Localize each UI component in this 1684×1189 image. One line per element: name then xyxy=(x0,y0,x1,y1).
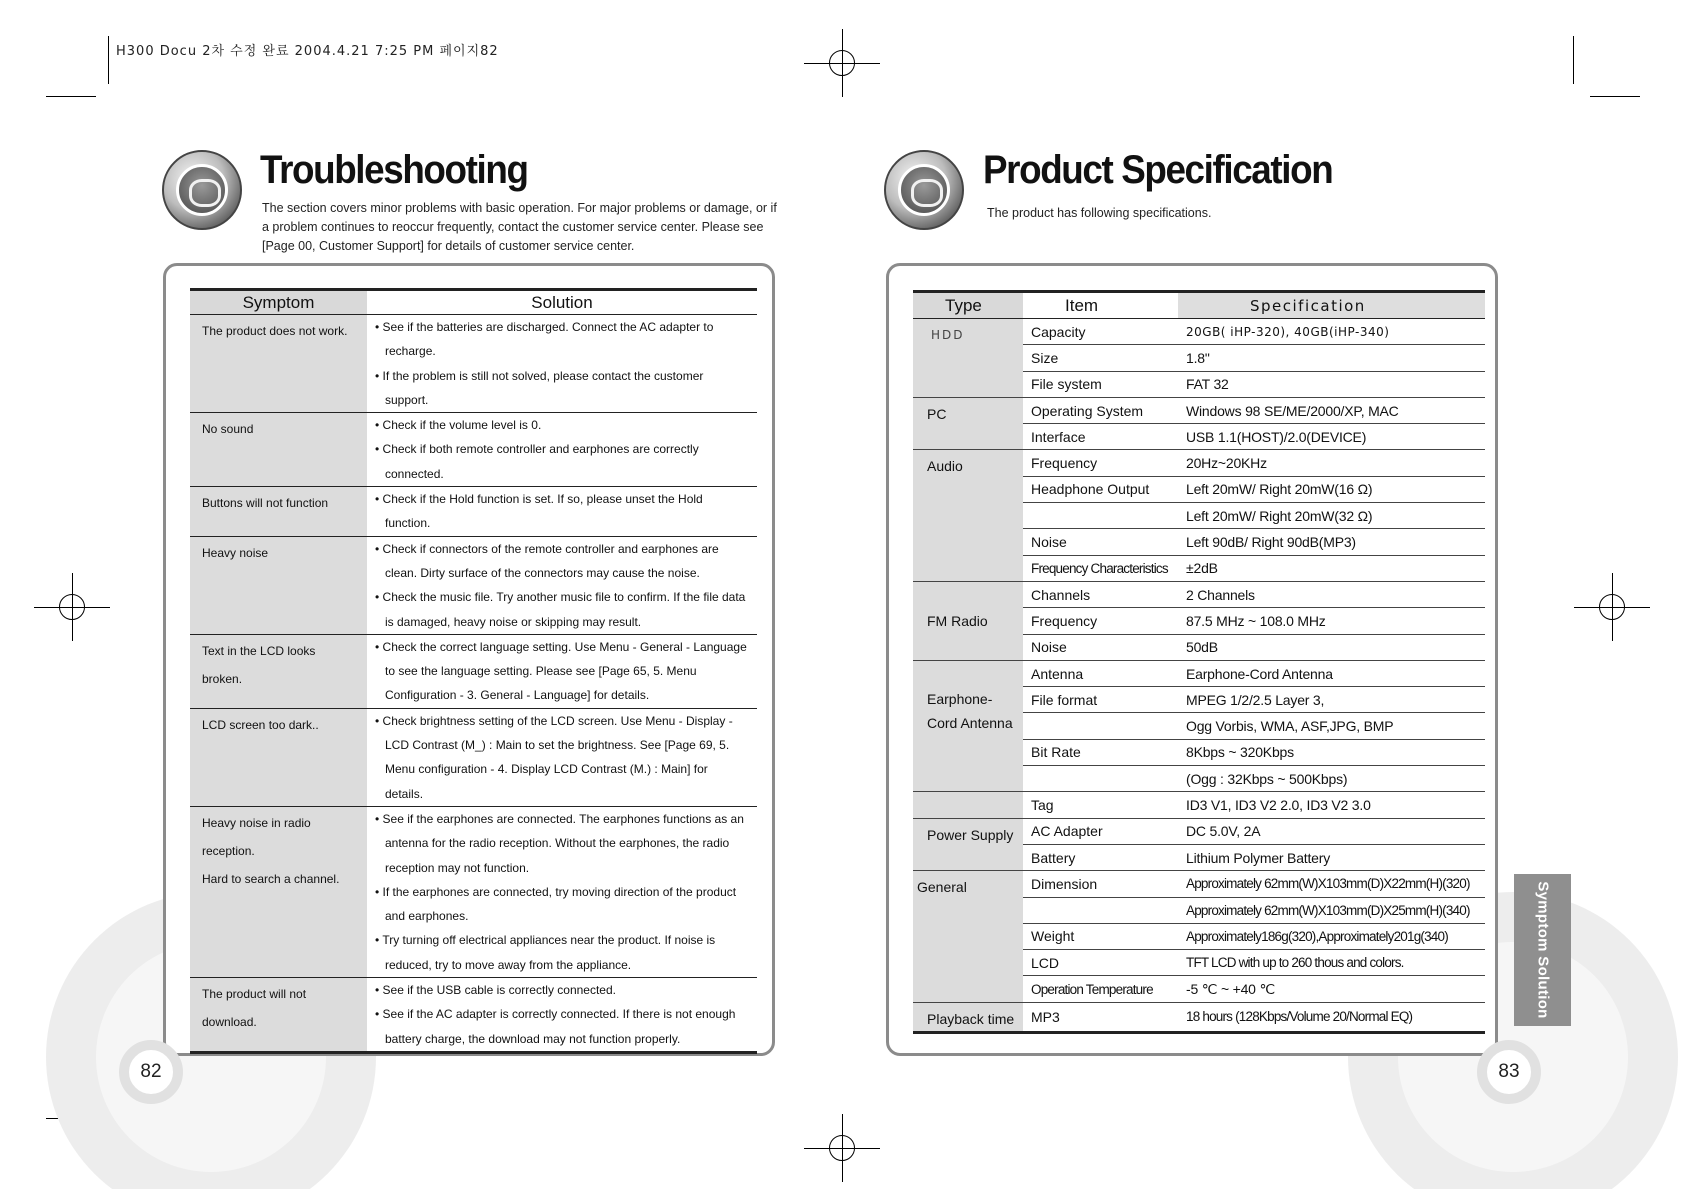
symptom-text: No sound xyxy=(202,422,254,437)
spec-value-cell: Approximately 62mm(W)X103mm(D)X22mm(H)(320) xyxy=(1178,871,1485,897)
registration-mark xyxy=(829,1135,855,1161)
crop-mark xyxy=(1573,36,1574,84)
column-header-solution: Solution xyxy=(367,290,757,315)
symptom-text: LCD screen too dark.. xyxy=(202,717,319,732)
spec-item-cell: Antenna xyxy=(1023,660,1178,686)
spec-value-cell: USB 1.1(HOST)/2.0(DEVICE) xyxy=(1178,424,1485,450)
table-row xyxy=(190,487,757,537)
solution-cell xyxy=(367,413,757,487)
registration-mark xyxy=(59,594,85,620)
troubleshooting-table xyxy=(190,288,757,1054)
spec-item-cell: Frequency xyxy=(1023,608,1178,634)
side-tab xyxy=(1514,874,1571,1026)
spec-item-cell xyxy=(1023,766,1178,792)
spec-value-cell: 20Hz~20KHz xyxy=(1178,450,1485,476)
symptom-cell xyxy=(190,708,367,806)
spec-item-cell: Tag xyxy=(1023,792,1178,818)
column-header-item: Item xyxy=(1023,292,1178,319)
symptom-text: The product does not work. xyxy=(202,324,348,338)
column-header-type: Type xyxy=(913,292,1023,319)
crop-mark xyxy=(108,36,109,84)
solution-cell xyxy=(367,536,757,634)
solution-line: • See if the USB cable is correctly connected. xyxy=(375,983,616,998)
spec-item-cell: AC Adapter xyxy=(1023,818,1178,844)
symptom-text: Text in the LCD looks broken. xyxy=(202,643,316,686)
solution-line: • Check if the Hold function is set. If so, please unset the Hold function. xyxy=(375,492,703,531)
spec-value-cell: Earphone-Cord Antenna xyxy=(1178,660,1485,686)
spec-value-cell: ID3 V1, ID3 V2 2.0, ID3 V2 3.0 xyxy=(1178,792,1485,818)
spec-item-cell: Operating System xyxy=(1023,397,1178,423)
symptom-text: The product will not download. xyxy=(202,987,307,1030)
column-header-specification: Specification xyxy=(1178,292,1485,319)
table-row xyxy=(190,634,757,708)
solution-line: • See if the AC adapter is correctly connected. If there is not enough battery charge, the download may not function properly. xyxy=(375,1007,736,1046)
spec-type-cell: FM Radio xyxy=(913,581,1023,660)
symptom-cell xyxy=(190,536,367,634)
spec-row xyxy=(913,319,1485,345)
spec-type-cell: Power Supply xyxy=(913,818,1023,871)
crop-mark xyxy=(1590,96,1640,97)
symptom-text: Heavy noise in radio reception. Hard to search a channel. xyxy=(202,815,340,886)
symptom-cell xyxy=(190,634,367,708)
spec-value-cell: TFT LCD with up to 260 thous and colors. xyxy=(1178,950,1485,976)
spec-type-cell: Earphone- Cord Antenna xyxy=(913,660,1023,791)
registration-mark xyxy=(829,50,855,76)
spec-item-cell xyxy=(1023,503,1178,529)
spec-item-cell: File system xyxy=(1023,371,1178,397)
symptom-cell xyxy=(190,978,367,1053)
spec-item-cell: Operation Temperature xyxy=(1023,976,1178,1002)
column-header-symptom: Symptom xyxy=(190,290,367,315)
section-emblem-icon xyxy=(884,150,964,230)
page-title: Product Specification xyxy=(983,148,1333,192)
spec-value-cell: -5 ℃ ~ +40 ℃ xyxy=(1178,976,1485,1002)
spec-value-cell: ±2dB xyxy=(1178,555,1485,581)
solution-line: • Try turning off electrical appliances near the product. If noise is reduced, try to move away from the appliance. xyxy=(375,933,716,972)
page-intro: The section covers minor problems with basic operation. For major problems or damage, or if a problem continues to reoccur frequently, contact the customer service center. Please see [Page 00, Customer Support] for details of customer service center. xyxy=(262,201,777,253)
solution-line: • Check the correct language setting. Use Menu - General - Language to see the language setting. Please see [Page 65, 5. Menu Configuration - 3. General - Language] for details. xyxy=(375,639,747,703)
spec-item-cell xyxy=(1023,713,1178,739)
spec-value-cell: Approximately186g(320),Approximately201g(340) xyxy=(1178,923,1485,949)
solution-line: • If the problem is still not solved, please contact the customer support. xyxy=(375,368,704,407)
solution-cell xyxy=(367,708,757,806)
spec-item-cell: Capacity xyxy=(1023,319,1178,345)
spec-row xyxy=(913,1002,1485,1032)
spec-item-cell: Headphone Output xyxy=(1023,476,1178,502)
solution-line: • Check if the volume level is 0. xyxy=(375,418,542,433)
solution-cell xyxy=(367,487,757,537)
crop-mark xyxy=(46,96,96,97)
spec-item-cell: Weight xyxy=(1023,923,1178,949)
symptom-text: Buttons will not function xyxy=(202,496,329,511)
solution-cell xyxy=(367,978,757,1053)
table-row xyxy=(190,806,757,977)
symptom-cell xyxy=(190,315,367,413)
page-number: 82 xyxy=(119,1040,183,1104)
solution-line: • See if the earphones are connected. The earphones functions as an antenna for the radio reception. Without the earphones, the radio reception may not function. xyxy=(375,811,744,875)
spec-value-cell: DC 5.0V, 2A xyxy=(1178,818,1485,844)
solution-line: • Check if connectors of the remote controller and earphones are clean. Dirty surface of the connectors may cause the noise. xyxy=(375,541,719,580)
table-row xyxy=(190,315,757,413)
spec-value-cell: FAT 32 xyxy=(1178,371,1485,397)
symptom-cell xyxy=(190,413,367,487)
spec-type-cell: PC xyxy=(913,397,1023,450)
solution-line: • Check brightness setting of the LCD screen. Use Menu - Display - LCD Contrast (M_) : Main to set the brightness. See [Page 69, 5. Menu configuration - 4. Display LCD Contrast (M.) : Main] for details. xyxy=(375,713,733,801)
symptom-cell xyxy=(190,806,367,977)
table-row xyxy=(190,413,757,487)
page-intro: The product has following specifications. xyxy=(987,206,1212,220)
spec-value-cell: Approximately 62mm(W)X103mm(D)X25mm(H)(340) xyxy=(1178,897,1485,923)
registration-mark xyxy=(1599,594,1625,620)
spec-value-cell: 2 Channels xyxy=(1178,581,1485,607)
spec-value-cell: Windows 98 SE/ME/2000/XP, MAC xyxy=(1178,397,1485,423)
solution-cell xyxy=(367,634,757,708)
spec-row xyxy=(913,450,1485,476)
spec-value-cell: 87.5 MHz ~ 108.0 MHz xyxy=(1178,608,1485,634)
spec-item-cell: File format xyxy=(1023,687,1178,713)
spec-value-cell: 20GB( iHP-320), 40GB(iHP-340) xyxy=(1178,319,1485,345)
solution-line: • Check if both remote controller and earphones are correctly connected. xyxy=(375,442,699,481)
spec-value-cell: Left 20mW/ Right 20mW(16 Ω) xyxy=(1178,476,1485,502)
page-title: Troubleshooting xyxy=(260,148,528,192)
spec-item-cell: MP3 xyxy=(1023,1002,1178,1032)
solution-line: • See if the batteries are discharged. Connect the AC adapter to recharge. xyxy=(375,320,714,359)
table-row xyxy=(190,708,757,806)
spec-value-cell: 8Kbps ~ 320Kbps xyxy=(1178,739,1485,765)
solution-line: • If the earphones are connected, try moving direction of the product and earphones. xyxy=(375,884,737,924)
table-row xyxy=(190,536,757,634)
spec-type-cell: Audio xyxy=(913,450,1023,581)
spec-row xyxy=(913,397,1485,423)
spec-row xyxy=(913,792,1485,818)
table-row xyxy=(190,978,757,1053)
spec-item-cell: Channels xyxy=(1023,581,1178,607)
spec-row xyxy=(913,660,1485,686)
spec-value-cell: MPEG 1/2/2.5 Layer 3, xyxy=(1178,687,1485,713)
spec-item-cell: Size xyxy=(1023,345,1178,371)
print-header: H300 Docu 2차 수정 완료 2004.4.21 7:25 PM 페이지82 xyxy=(116,44,499,59)
spec-type-cell: HDD xyxy=(913,319,1023,398)
spec-value-cell: 1.8" xyxy=(1178,345,1485,371)
spec-value-cell: 18 hours (128Kbps/Volume 20/Normal EQ) xyxy=(1178,1002,1485,1032)
spec-item-cell: Frequency xyxy=(1023,450,1178,476)
solution-cell xyxy=(367,806,757,977)
spec-value-cell: Left 90dB/ Right 90dB(MP3) xyxy=(1178,529,1485,555)
specification-table xyxy=(913,290,1485,1034)
spec-type-cell: General xyxy=(913,871,1023,1002)
page-number: 83 xyxy=(1477,1040,1541,1104)
spec-item-cell: LCD xyxy=(1023,950,1178,976)
spec-item-cell: Battery xyxy=(1023,844,1178,870)
spec-row xyxy=(913,818,1485,844)
spec-item-cell: Noise xyxy=(1023,634,1178,660)
section-emblem-icon xyxy=(162,150,242,230)
side-tab-label: Symptom Solution xyxy=(1534,881,1551,1019)
spec-item-cell: Dimension xyxy=(1023,871,1178,897)
symptom-text: Heavy noise xyxy=(202,545,269,560)
spec-item-cell: Interface xyxy=(1023,424,1178,450)
spec-item-cell: Bit Rate xyxy=(1023,739,1178,765)
spec-value-cell: 50dB xyxy=(1178,634,1485,660)
spec-type-cell xyxy=(913,792,1023,818)
spec-row xyxy=(913,581,1485,607)
spec-value-cell: Lithium Polymer Battery xyxy=(1178,844,1485,870)
spec-value-cell: Ogg Vorbis, WMA, ASF,JPG, BMP xyxy=(1178,713,1485,739)
spec-row xyxy=(913,871,1485,897)
spec-type-cell: Playback time xyxy=(913,1002,1023,1032)
spec-value-cell: Left 20mW/ Right 20mW(32 Ω) xyxy=(1178,503,1485,529)
spec-item-cell: Frequency Characteristics xyxy=(1023,555,1178,581)
solution-cell xyxy=(367,315,757,413)
solution-line: • Check the music file. Try another music file to confirm. If the file data is damaged, heavy noise or skipping may result. xyxy=(375,590,746,629)
spec-item-cell xyxy=(1023,897,1178,923)
spec-item-cell: Noise xyxy=(1023,529,1178,555)
spec-value-cell: (Ogg : 32Kbps ~ 500Kbps) xyxy=(1178,766,1485,792)
symptom-cell xyxy=(190,487,367,537)
